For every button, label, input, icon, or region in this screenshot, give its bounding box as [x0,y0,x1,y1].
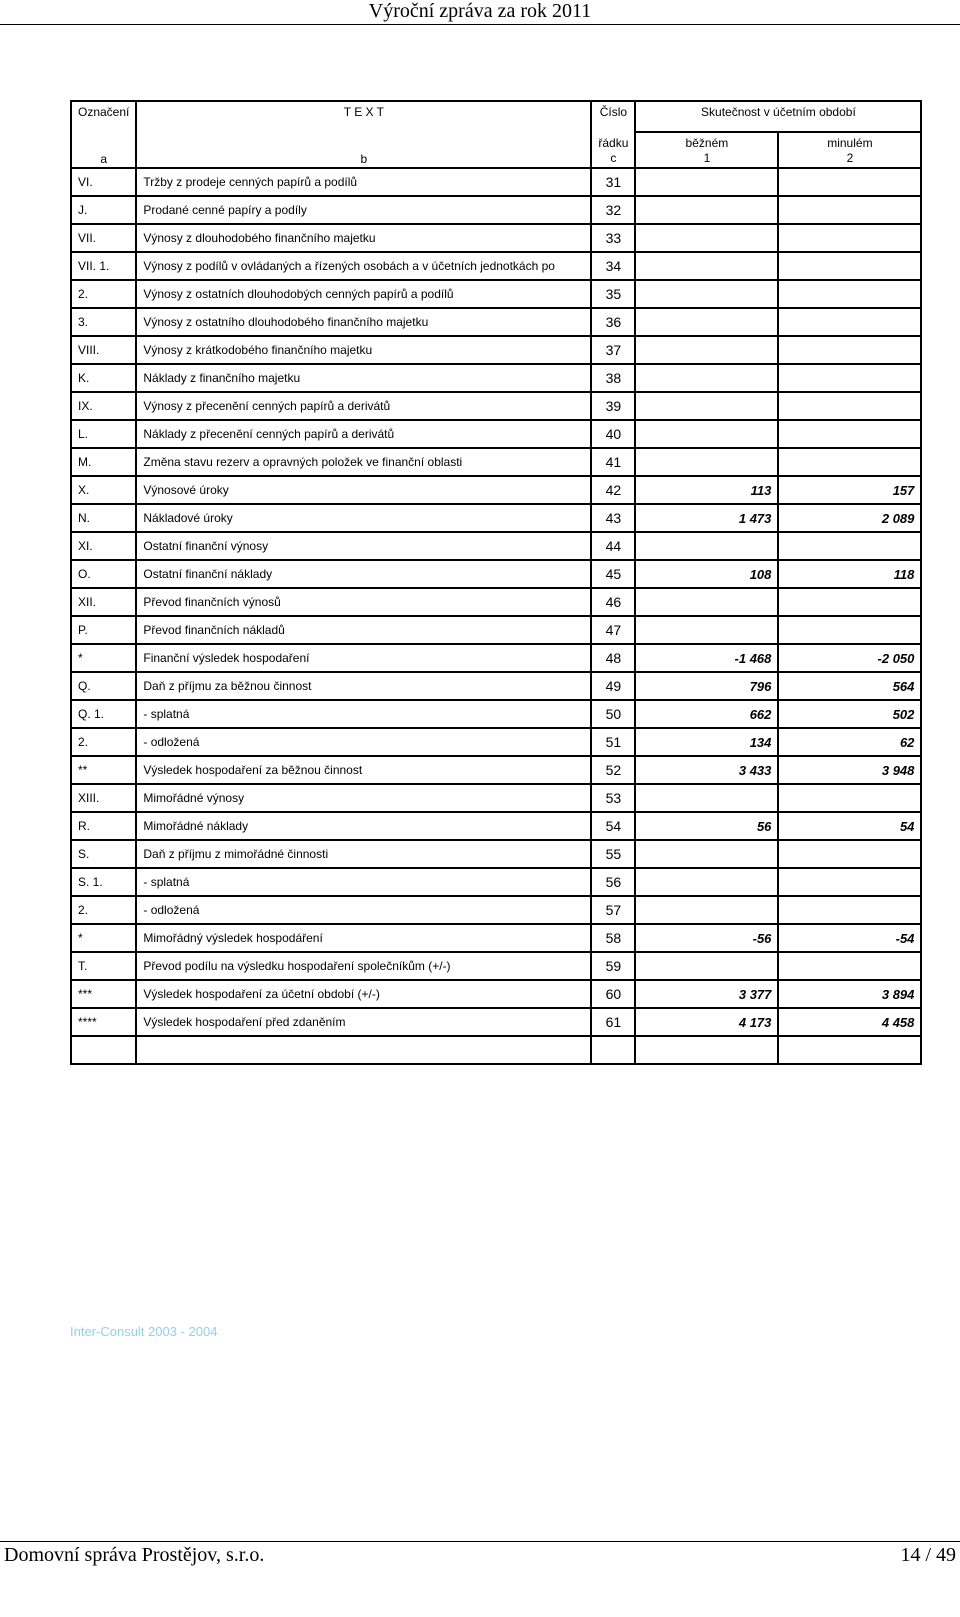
row-text: Mimořádné náklady [136,812,591,840]
row-mark: ** [71,756,136,784]
row-previous-value: 3 894 [778,980,921,1008]
row-number: 44 [591,532,635,560]
row-text: Nákladové úroky [136,504,591,532]
row-current-value: 1 473 [635,504,778,532]
header-minulem [778,132,921,168]
page-header [0,0,960,25]
row-number: 49 [591,672,635,700]
row-previous-value: 157 [778,476,921,504]
row-mark: VIII. [71,336,136,364]
row-number: 33 [591,224,635,252]
row-mark: P. [71,616,136,644]
row-mark: VII. [71,224,136,252]
row-previous-value [778,952,921,980]
row-previous-value: 502 [778,700,921,728]
page-number: 14 / 49 [900,1544,956,1566]
table-row [71,168,921,196]
row-text: Mimořádný výsledek hospodáření [136,924,591,952]
row-text: Mimořádné výnosy [136,784,591,812]
header-text: T E X T [136,101,591,132]
row-number: 53 [591,784,635,812]
row-mark: Q. [71,672,136,700]
row-current-value [635,840,778,868]
row-text: Převod finančních nákladů [136,616,591,644]
table-row [71,868,921,896]
row-number [591,1036,635,1064]
row-previous-value: -54 [778,924,921,952]
table-row [71,756,921,784]
row-current-value: 4 173 [635,1008,778,1036]
header-beznem [635,132,778,168]
row-previous-value [778,420,921,448]
row-current-value [635,588,778,616]
row-number: 55 [591,840,635,868]
row-mark: L. [71,420,136,448]
row-mark: T. [71,952,136,980]
row-previous-value [778,784,921,812]
row-previous-value [778,196,921,224]
header-radku [591,132,635,168]
row-number: 39 [591,392,635,420]
row-previous-value [778,588,921,616]
table-row [71,980,921,1008]
row-number: 40 [591,420,635,448]
table-row [71,588,921,616]
table-row [71,420,921,448]
row-text: Náklady z přecenění cenných papírů a derivátů [136,420,591,448]
row-current-value [635,336,778,364]
row-previous-value [778,336,921,364]
row-current-value [635,392,778,420]
row-current-value: 3 377 [635,980,778,1008]
row-current-value: -56 [635,924,778,952]
row-number: 51 [591,728,635,756]
header-minulem-label: minulém [827,136,873,150]
row-current-value [635,952,778,980]
row-text: Výnosy z přecenění cenných papírů a derivátů [136,392,591,420]
row-previous-value [778,168,921,196]
company-name: Domovní správa Prostějov, s.r.o. [4,1544,265,1566]
row-text: Finanční výsledek hospodaření [136,644,591,672]
row-mark: 2. [71,728,136,756]
header-skutecnost: Skutečnost v účetním období [635,101,921,132]
row-current-value [635,448,778,476]
row-text: Výnosy z ostatního dlouhodobého finančního majetku [136,308,591,336]
row-mark: O. [71,560,136,588]
row-current-value [635,784,778,812]
row-number: 41 [591,448,635,476]
row-number: 34 [591,252,635,280]
row-text [136,1036,591,1064]
table-row [71,224,921,252]
row-current-value [635,868,778,896]
row-mark: 2. [71,280,136,308]
table-row [71,504,921,532]
row-number: 48 [591,644,635,672]
row-current-value: 134 [635,728,778,756]
row-current-value [635,168,778,196]
row-number: 58 [591,924,635,952]
row-text: Náklady z finančního majetku [136,364,591,392]
row-current-value: 56 [635,812,778,840]
row-number: 52 [591,756,635,784]
row-mark: IX. [71,392,136,420]
row-number: 42 [591,476,635,504]
row-current-value: 113 [635,476,778,504]
row-previous-value [778,392,921,420]
row-text: Převod finančních výnosů [136,588,591,616]
row-mark: N. [71,504,136,532]
row-current-value: -1 468 [635,644,778,672]
row-mark: R. [71,812,136,840]
row-text: Ostatní finanční náklady [136,560,591,588]
table-row [71,784,921,812]
row-text: Daň z příjmu z mimořádné činnosti [136,840,591,868]
row-mark: 2. [71,896,136,924]
row-current-value: 3 433 [635,756,778,784]
row-number: 50 [591,700,635,728]
row-text: Výsledek hospodaření za účetní období (+/-) [136,980,591,1008]
row-previous-value [778,616,921,644]
row-current-value: 108 [635,560,778,588]
row-previous-value: 2 089 [778,504,921,532]
row-number: 46 [591,588,635,616]
header-col-a: a [71,132,136,168]
row-text: - odložená [136,896,591,924]
row-mark: * [71,644,136,672]
row-text: - splatná [136,700,591,728]
table-row [71,924,921,952]
header-oznaceni: Označení [71,101,136,132]
table-row [71,616,921,644]
row-number: 56 [591,868,635,896]
row-text: Daň z příjmu za běžnou činnost [136,672,591,700]
row-previous-value [778,252,921,280]
header-cislo: Číslo [591,101,635,132]
row-text: Prodané cenné papíry a podíly [136,196,591,224]
row-mark: 3. [71,308,136,336]
table-row [71,532,921,560]
row-mark [71,1036,136,1064]
row-text: Ostatní finanční výnosy [136,532,591,560]
row-number: 38 [591,364,635,392]
row-number: 45 [591,560,635,588]
row-current-value [635,280,778,308]
row-number: 31 [591,168,635,196]
row-current-value [635,364,778,392]
row-previous-value: 54 [778,812,921,840]
row-previous-value [778,1036,921,1064]
table-row [71,644,921,672]
row-current-value [635,1036,778,1064]
page-footer [0,1541,960,1572]
footer-note: Inter-Consult 2003 - 2004 [70,1324,218,1339]
row-previous-value [778,364,921,392]
table-row [71,1008,921,1036]
row-mark: Q. 1. [71,700,136,728]
row-text: - splatná [136,868,591,896]
row-text: Výsledek hospodaření před zdaněním [136,1008,591,1036]
row-current-value [635,532,778,560]
table-row [71,336,921,364]
row-previous-value [778,532,921,560]
row-previous-value [778,280,921,308]
row-previous-value: 564 [778,672,921,700]
row-previous-value [778,308,921,336]
row-number: 54 [591,812,635,840]
header-col-c: c [610,151,617,165]
table-row [71,672,921,700]
row-previous-value: -2 050 [778,644,921,672]
row-mark: * [71,924,136,952]
row-current-value: 796 [635,672,778,700]
row-current-value: 662 [635,700,778,728]
row-mark: M. [71,448,136,476]
row-current-value [635,896,778,924]
row-text: Výsledek hospodaření za běžnou činnost [136,756,591,784]
row-current-value [635,252,778,280]
row-current-value [635,308,778,336]
row-previous-value: 4 458 [778,1008,921,1036]
row-number: 47 [591,616,635,644]
row-mark: K. [71,364,136,392]
row-mark: VI. [71,168,136,196]
row-number: 32 [591,196,635,224]
table-row [71,896,921,924]
table-row [71,280,921,308]
row-previous-value: 62 [778,728,921,756]
row-current-value [635,224,778,252]
header-radku-label: řádku [598,136,629,150]
row-text: Výnosy z podílů v ovládaných a řízených osobách a v účetních jednotkách po [136,252,591,280]
row-previous-value [778,896,921,924]
table-row [71,952,921,980]
table-row [71,448,921,476]
row-number: 60 [591,980,635,1008]
row-number: 35 [591,280,635,308]
row-previous-value [778,224,921,252]
income-statement-table [70,100,922,1065]
table-row [71,728,921,756]
row-previous-value: 118 [778,560,921,588]
table-row [71,812,921,840]
table-row [71,252,921,280]
table-row [71,308,921,336]
row-mark: XII. [71,588,136,616]
row-previous-value [778,840,921,868]
row-text: Změna stavu rezerv a opravných položek ve finanční oblasti [136,448,591,476]
row-text: Výnosy z krátkodobého finančního majetku [136,336,591,364]
header-col-2: 2 [846,151,854,165]
table-row [71,840,921,868]
report-title: Výroční zpráva za rok 2011 [368,0,592,22]
row-number: 37 [591,336,635,364]
row-previous-value [778,868,921,896]
header-beznem-label: běžném [685,136,729,150]
row-number: 57 [591,896,635,924]
row-number: 61 [591,1008,635,1036]
row-text: Tržby z prodeje cenných papírů a podílů [136,168,591,196]
row-mark: **** [71,1008,136,1036]
row-text: Výnosy z ostatních dlouhodobých cenných papírů a podílů [136,280,591,308]
header-col-b: b [136,132,591,168]
row-mark: S. 1. [71,868,136,896]
row-number: 59 [591,952,635,980]
table-row [71,392,921,420]
table-row [71,196,921,224]
row-mark: *** [71,980,136,1008]
table-row [71,1036,921,1064]
table-row [71,700,921,728]
table-row [71,560,921,588]
row-text: Výnosové úroky [136,476,591,504]
row-current-value [635,420,778,448]
row-previous-value: 3 948 [778,756,921,784]
header-col-1: 1 [703,151,711,165]
row-number: 36 [591,308,635,336]
row-mark: S. [71,840,136,868]
row-mark: J. [71,196,136,224]
row-text: Výnosy z dlouhodobého finančního majetku [136,224,591,252]
row-previous-value [778,448,921,476]
table-row [71,364,921,392]
row-current-value [635,616,778,644]
row-text: - odložená [136,728,591,756]
row-mark: X. [71,476,136,504]
row-mark: VII. 1. [71,252,136,280]
row-number: 43 [591,504,635,532]
row-mark: XI. [71,532,136,560]
table-row [71,476,921,504]
row-mark: XIII. [71,784,136,812]
row-text: Převod podílu na výsledku hospodaření společníkům (+/-) [136,952,591,980]
row-current-value [635,196,778,224]
